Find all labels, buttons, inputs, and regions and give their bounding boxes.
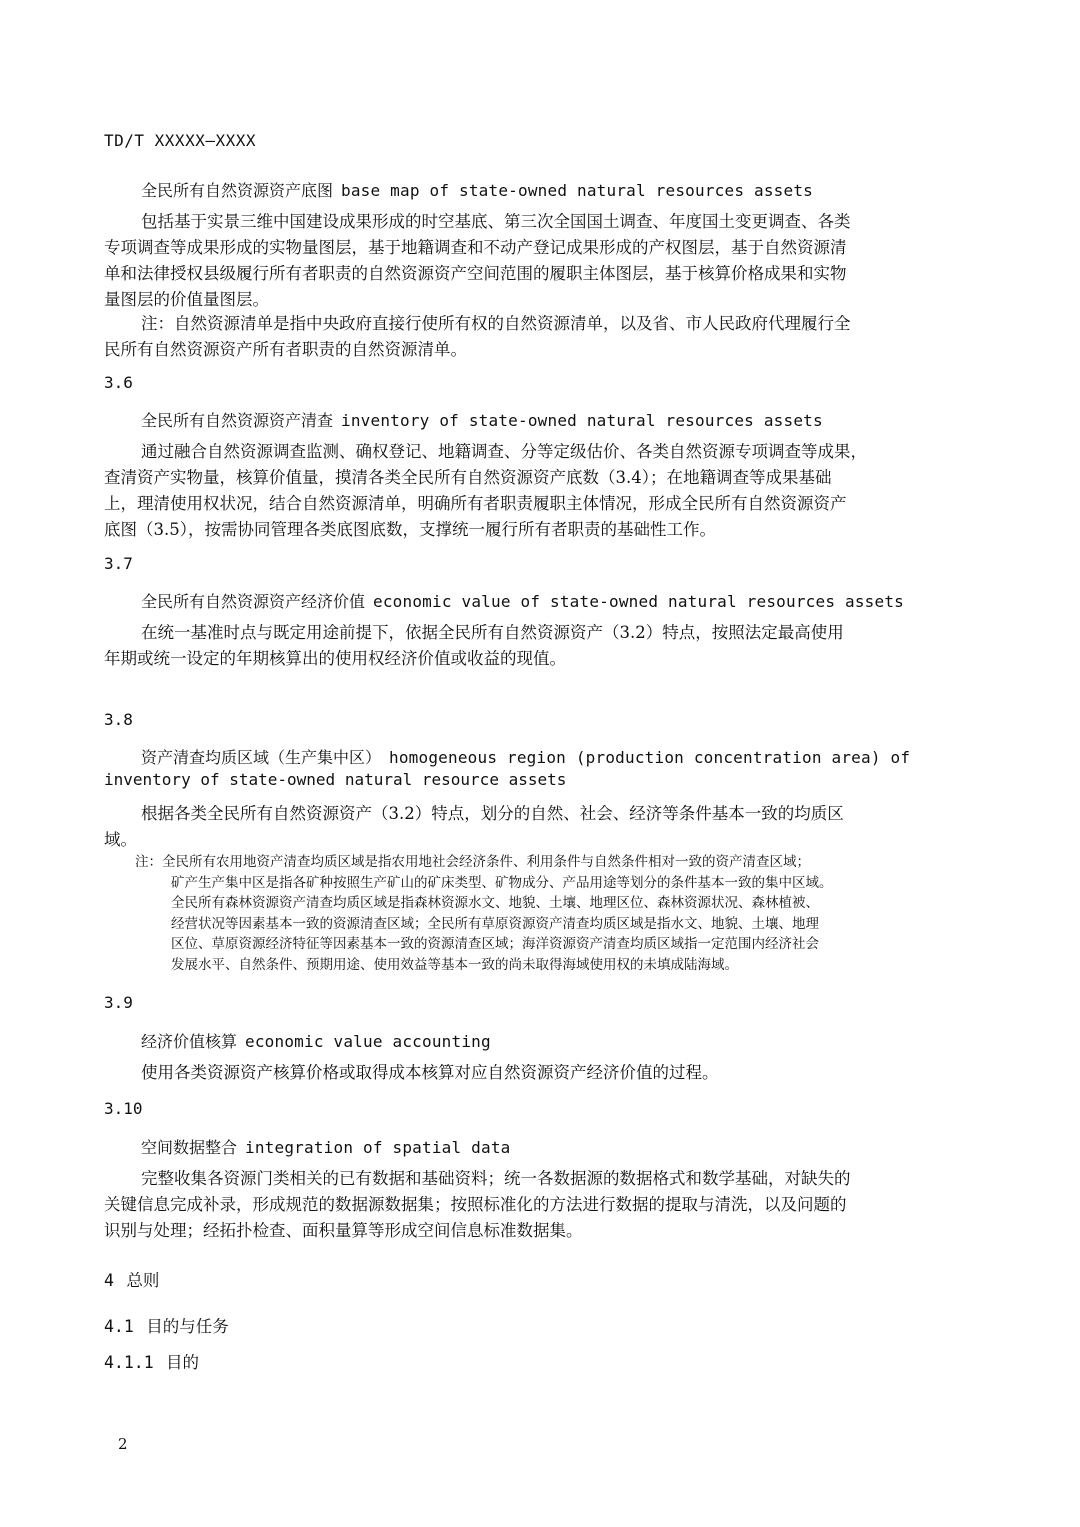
note-line: 全民所有森林资源资产清查均质区域是指森林资源水文、地貌、土壤、地理区位、森林资源状况、森林植被、	[171, 895, 819, 911]
term-3-5	[141, 178, 813, 201]
section-number: 4.1.1	[104, 1353, 154, 1372]
section-number: 4.1	[104, 1317, 134, 1336]
para-line: 完整收集各资源门类相关的已有数据和基础资料；统一各数据源的数据格式和数学基础，对缺失的	[141, 1169, 851, 1188]
section-title: 总则	[126, 1271, 160, 1290]
para-line: 底图（3.5），按需协同管理各类底图底数，支撑统一履行所有者职责的基础性工作。	[104, 520, 716, 539]
term-cn: 全民所有自然资源资产经济价值	[141, 592, 366, 611]
section-heading-4-1	[104, 1313, 229, 1337]
para-line: 专项调查等成果形成的实物量图层，基于地籍调查和不动产登记成果形成的产权图层，基于自然资源清	[104, 238, 847, 257]
para-line: 单和法律授权县级履行所有者职责的自然资源资产空间范围的履职主体图层，基于核算价格成果和实物	[104, 264, 847, 283]
term-en: inventory of state-owned natural resources assets	[341, 411, 823, 430]
definition-3-7	[104, 620, 950, 672]
definition-3-6	[104, 439, 950, 543]
term-en: base map of state-owned natural resources assets	[341, 181, 813, 200]
clause-number-3-8: 3.8	[104, 710, 133, 729]
term-en: economic value of state-owned natural resources assets	[373, 592, 904, 611]
term-3-10	[141, 1135, 511, 1158]
para-line: 年期或统一设定的年期核算出的使用权经济价值或收益的现值。	[104, 649, 566, 668]
term-3-7	[141, 589, 904, 612]
term-en-continued: inventory of state-owned natural resource assets	[104, 770, 567, 789]
para-line: 使用各类资源资产核算价格或取得成本核算对应自然资源资产经济价值的过程。	[141, 1063, 719, 1082]
term-en: economic value accounting	[245, 1032, 491, 1051]
section-title: 目的	[166, 1353, 200, 1372]
page-number: 2	[118, 1435, 128, 1453]
para-line: 上，理清使用权状况，结合自然资源清单，明确所有者职责履职主体情况，形成全民所有自然资源资产	[104, 494, 847, 513]
para-line: 查清资产实物量，核算价值量，摸清各类全民所有自然资源资产底数（3.4）；在地籍调查等成果基础	[104, 468, 832, 487]
section-number: 4	[104, 1271, 114, 1290]
para-line: 量图层的价值量图层。	[104, 290, 269, 309]
clause-number-3-10: 3.10	[104, 1099, 143, 1118]
definition-3-5	[104, 209, 950, 313]
definition-3-10	[104, 1166, 950, 1244]
clause-number-3-6: 3.6	[104, 373, 133, 392]
para-line: 根据各类全民所有自然资源资产（3.2）特点，划分的自然、社会、经济等条件基本一致的均质区	[141, 804, 844, 823]
term-cn: 全民所有自然资源资产底图	[141, 181, 334, 200]
para-line: 通过融合自然资源调查监测、确权登记、地籍调查、分等定级估价、各类自然资源专项调查等成果，	[141, 442, 867, 461]
note-line: 发展水平、自然条件、预期用途、使用效益等基本一致的尚未取得海域使用权的未填成陆海域。	[171, 956, 738, 973]
section-heading-4-1-1	[104, 1349, 199, 1373]
term-cn: 经济价值核算	[141, 1032, 238, 1051]
term-3-6	[141, 408, 823, 431]
note-line: 民所有自然资源资产所有者职责的自然资源清单。	[104, 340, 467, 359]
note-line: 经营状况等因素基本一致的资源清查区域；全民所有草原资源资产清查均质区域是指水文、地貌、土壤、地理	[171, 915, 819, 932]
term-3-9	[141, 1029, 491, 1052]
note-line: 矿产生产集中区是指各矿种按照生产矿山的矿床类型、矿物成分、产品用途等划分的条件基本一致的集中区域。	[171, 874, 833, 891]
clause-number-3-7: 3.7	[104, 554, 133, 573]
term-en: integration of spatial data	[245, 1138, 511, 1157]
note-line: 注：自然资源清单是指中央政府直接行使所有权的自然资源清单，以及省、市人民政府代理履行全	[141, 314, 851, 333]
term-3-8	[141, 745, 910, 768]
term-en: homogeneous region (production concentration area) of	[389, 748, 911, 767]
note-3-8	[135, 852, 955, 975]
note-line: 区位、草原资源经济特征等因素基本一致的资源清查区域；海洋资源资产清查均质区域指一定范围内经济社会	[171, 936, 819, 952]
term-cn: 全民所有自然资源资产清查	[141, 411, 334, 430]
term-cn: 资产清查均质区域（生产集中区）	[141, 748, 382, 767]
clause-number-3-9: 3.9	[104, 993, 133, 1012]
para-line: 在统一基准时点与既定用途前提下，依据全民所有自然资源资产（3.2）特点，按照法定最高使用	[141, 623, 844, 642]
definition-3-8	[104, 801, 950, 853]
note-line: 注：全民所有农用地资产清查均质区域是指农用地社会经济条件、利用条件与自然条件相对一致的资产清查区域；	[135, 854, 810, 870]
section-title: 目的与任务	[146, 1317, 229, 1336]
definition-3-9	[104, 1060, 950, 1086]
para-line: 域。	[104, 830, 137, 849]
para-line: 识别与处理；经拓扑检查、面积量算等形成空间信息标准数据集。	[104, 1221, 583, 1240]
para-line: 包括基于实景三维中国建设成果形成的时空基底、第三次全国国土调查、年度国土变更调查、各类	[141, 212, 851, 231]
section-heading-4	[104, 1267, 159, 1291]
para-line: 关键信息完成补录，形成规范的数据源数据集；按照标准化的方法进行数据的提取与清洗，以及问题的	[104, 1195, 847, 1214]
note-3-5	[104, 311, 950, 363]
document-header: TD/T XXXXX—XXXX	[104, 131, 256, 150]
term-cn: 空间数据整合	[141, 1138, 238, 1157]
